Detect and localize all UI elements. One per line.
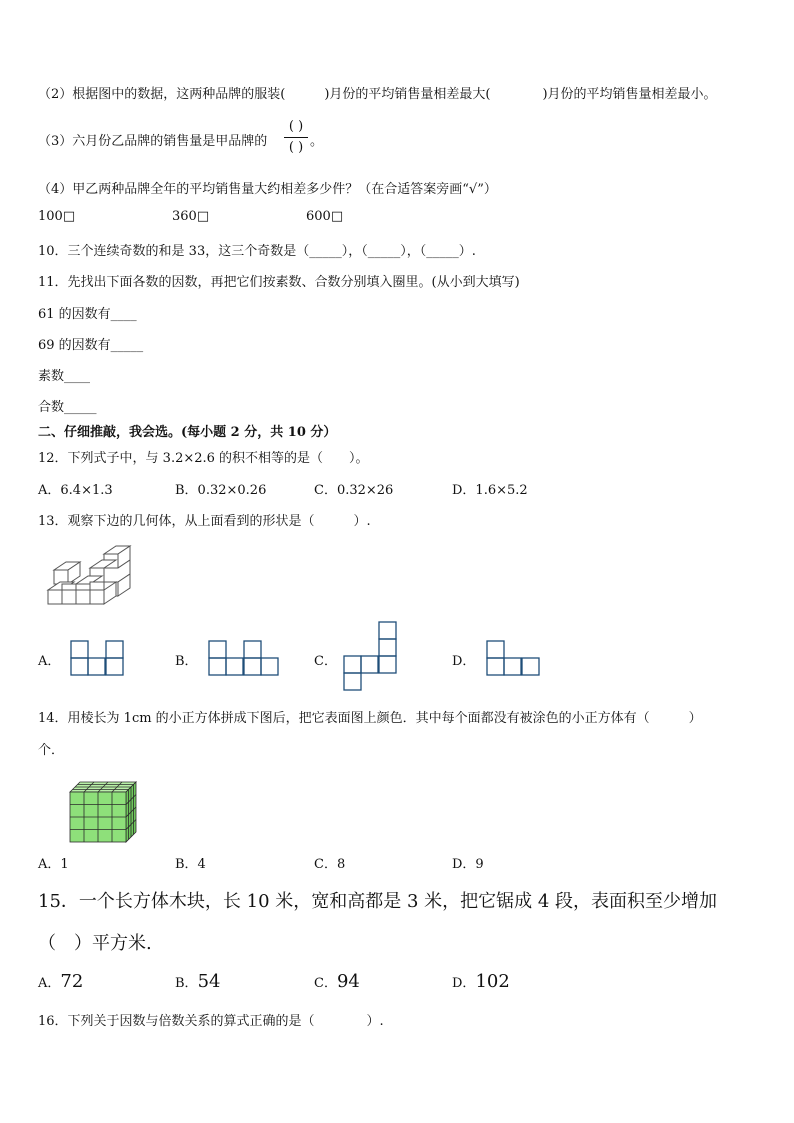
fraction-denominator: ( ) bbox=[288, 140, 304, 155]
q14-option-a[interactable]: A．1 bbox=[38, 857, 69, 872]
q9-part3 bbox=[38, 130, 267, 149]
q15-option-a-value: 72 bbox=[60, 971, 84, 992]
q14-text-line2: 个． bbox=[38, 743, 65, 758]
section-2-heading: 二、仔细推敲，我会选。(每小题 2 分，共 10 分） bbox=[38, 425, 337, 440]
q15-option-d[interactable] bbox=[452, 971, 510, 992]
q13-text: 13．观察下边的几何体，从上面看到的形状是（ ）. bbox=[38, 514, 371, 529]
q11-factors-61: 61 的因数有____ bbox=[38, 307, 137, 322]
q9-part3-suffix: 。 bbox=[310, 134, 324, 149]
q14-option-d[interactable]: D．9 bbox=[452, 857, 484, 872]
q13-option-d-label[interactable]: D． bbox=[452, 654, 476, 669]
fraction-blank[interactable] bbox=[284, 118, 308, 157]
q11-primes: 素数____ bbox=[38, 369, 91, 384]
q15-option-b-label: B． bbox=[175, 976, 198, 991]
fraction-numerator: ( ) bbox=[288, 119, 304, 134]
q15-text-line1: 15．一个长方体木块，长 10 米，宽和高都是 3 米，把它锯成 4 段，表面积至少增加 bbox=[38, 891, 718, 912]
q15-text-line2: （ ）平方米. bbox=[38, 933, 152, 954]
q9-part4: （4）甲乙两种品牌全年的平均销售量大约相差多少件？（在合适答案旁画“√”） bbox=[38, 182, 497, 197]
q13-option-a-shape[interactable] bbox=[70, 640, 125, 676]
q15-option-a-label: A． bbox=[38, 976, 61, 991]
q14-text-line1: 14．用棱长为 1cm 的小正方体拼成下图后，把它表面图上颜色．其中每个面都没有被涂色的小正方体有（ ） bbox=[38, 711, 702, 726]
q15-option-c-label: C． bbox=[314, 976, 337, 991]
q13-option-b-shape[interactable] bbox=[208, 640, 281, 676]
q12-option-a[interactable]: A．6.4×1.3 bbox=[38, 483, 113, 498]
q13-option-c-label[interactable]: C． bbox=[314, 654, 337, 669]
q13-option-b-label[interactable]: B． bbox=[175, 654, 198, 669]
q12-option-d[interactable]: D．1.6×5.2 bbox=[452, 483, 528, 498]
q9-part3-text: （3）六月份乙品牌的销售量是甲品牌的 bbox=[38, 134, 268, 149]
q15-option-b[interactable] bbox=[175, 971, 220, 992]
q13-solid-figure bbox=[44, 542, 136, 608]
q13-option-c-shape[interactable] bbox=[343, 621, 399, 691]
q12-text: 12．下列式子中，与 3.2×2.6 的积不相等的是（ ）。 bbox=[38, 451, 369, 466]
q14-option-c[interactable]: C．8 bbox=[314, 857, 346, 872]
q14-option-b[interactable]: B．4 bbox=[175, 857, 206, 872]
q9-part2: （2）根据图中的数据，这两种品牌的服装( )月份的平均销售量相差最大( )月份的平均销售量相差最小。 bbox=[38, 87, 717, 102]
q9-choice-600[interactable]: 600□ bbox=[306, 209, 344, 224]
q12-option-c[interactable]: C．0.32×26 bbox=[314, 483, 394, 498]
q15-option-d-value: 102 bbox=[475, 971, 510, 992]
q11-text: 11．先找出下面各数的因数，再把它们按素数、合数分别填入圈里。(从小到大填写) bbox=[38, 275, 520, 290]
q15-option-c[interactable] bbox=[314, 971, 360, 992]
q15-option-a[interactable] bbox=[38, 971, 83, 992]
q9-choice-100[interactable]: 100□ bbox=[38, 209, 76, 224]
q15-option-c-value: 94 bbox=[336, 971, 360, 992]
q15-option-b-value: 54 bbox=[197, 971, 221, 992]
q15-option-d-label: D． bbox=[452, 976, 476, 991]
q16-text: 16．下列关于因数与倍数关系的算式正确的是（ ）. bbox=[38, 1014, 384, 1029]
fraction-bar bbox=[284, 137, 308, 138]
q10-text: 10．三个连续奇数的和是 33，这三个奇数是（_____），（_____），（_____）. bbox=[38, 244, 476, 259]
q13-option-a-label[interactable]: A． bbox=[38, 654, 61, 669]
q9-choice-360[interactable]: 360□ bbox=[172, 209, 210, 224]
q11-factors-69: 69 的因数有_____ bbox=[38, 338, 144, 353]
q11-composites: 合数_____ bbox=[38, 400, 97, 415]
q12-option-b[interactable]: B．0.32×0.26 bbox=[175, 483, 267, 498]
q14-green-cube bbox=[66, 778, 138, 844]
q13-option-d-shape[interactable] bbox=[486, 640, 542, 676]
